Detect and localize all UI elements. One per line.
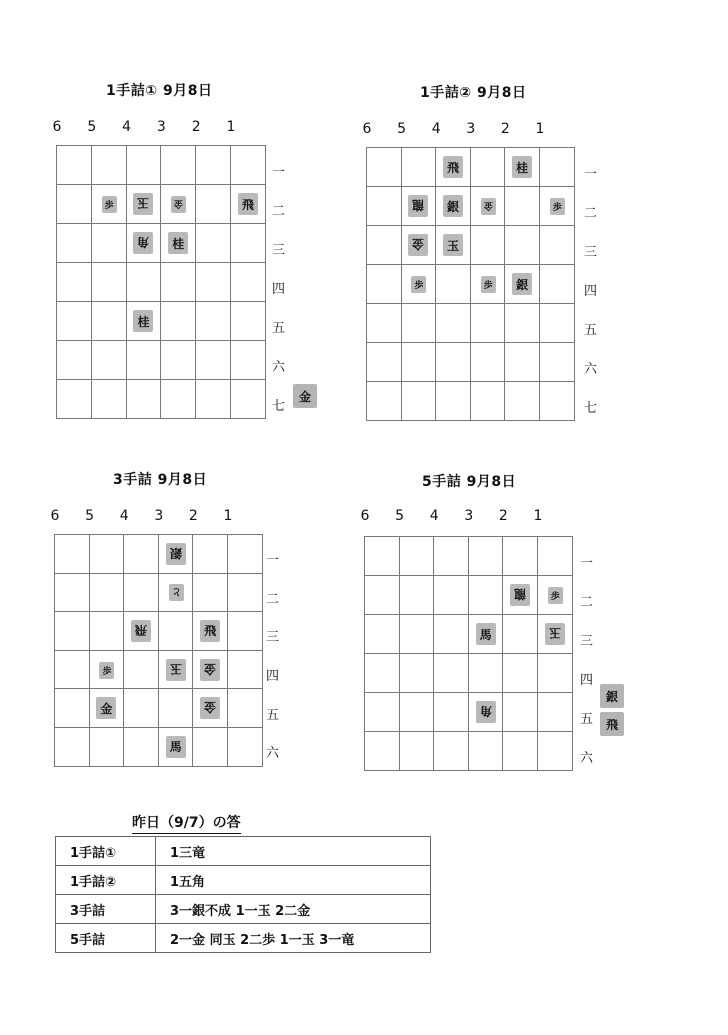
- column-label: 4: [122, 119, 132, 135]
- board-square: [469, 615, 504, 654]
- board-square: [231, 263, 266, 302]
- column-label: 2: [498, 508, 508, 524]
- board-square: [228, 689, 263, 728]
- shogi-piece: 玉: [545, 623, 565, 645]
- row-label: 一: [580, 555, 594, 571]
- column-label: 5: [85, 508, 95, 524]
- row-label: 七: [272, 398, 286, 414]
- shogi-board: [54, 534, 263, 767]
- column-labels: [52, 119, 265, 139]
- shogi-piece: 歩: [411, 276, 426, 293]
- board-square: [367, 382, 402, 421]
- answer-puzzle-name: 3手詰: [56, 895, 156, 924]
- board-square: [400, 654, 435, 693]
- board-square: [503, 615, 538, 654]
- column-label: 1: [535, 121, 545, 137]
- board-square: [159, 689, 194, 728]
- board-square: [400, 615, 435, 654]
- board-square: [402, 226, 437, 265]
- shogi-piece: 金: [171, 196, 186, 213]
- board-square: [92, 302, 127, 341]
- column-label: 4: [429, 508, 439, 524]
- column-label: 2: [191, 119, 201, 135]
- puzzle-title: 1手詰① 9月8日: [106, 83, 213, 99]
- column-label: 2: [188, 508, 198, 524]
- row-label: 一: [266, 553, 280, 569]
- row-label: 七: [584, 400, 598, 416]
- column-labels: [50, 508, 262, 528]
- row-label: 六: [584, 361, 598, 377]
- board-square: [469, 693, 504, 732]
- shogi-piece: 角: [476, 701, 496, 723]
- hand-piece: 銀: [600, 684, 624, 708]
- board-square: [436, 304, 471, 343]
- board-square: [469, 576, 504, 615]
- column-label: 5: [395, 508, 405, 524]
- board-square: [228, 535, 263, 574]
- board-square: [365, 654, 400, 693]
- board-square: [55, 612, 90, 651]
- column-label: 6: [362, 121, 372, 137]
- column-label: 3: [466, 121, 476, 137]
- board-square: [400, 537, 435, 576]
- answer-row: [56, 866, 431, 895]
- board-square: [124, 612, 159, 651]
- board-square: [127, 341, 162, 380]
- column-label: 1: [533, 508, 543, 524]
- board-square: [55, 535, 90, 574]
- answer-row: [56, 924, 431, 953]
- board-square: [367, 304, 402, 343]
- board-square: [127, 185, 162, 224]
- column-labels: [362, 121, 574, 141]
- row-label: 六: [272, 359, 286, 375]
- board-square: [228, 651, 263, 690]
- column-label: 1: [226, 119, 236, 135]
- row-label: 四: [584, 283, 598, 299]
- column-label: 3: [464, 508, 474, 524]
- board-square: [469, 654, 504, 693]
- board-square: [231, 185, 266, 224]
- board-square: [365, 615, 400, 654]
- board-square: [55, 574, 90, 613]
- row-label: 二: [272, 203, 286, 219]
- board-square: [538, 615, 573, 654]
- board-square: [57, 263, 92, 302]
- board-square: [90, 535, 125, 574]
- shogi-piece: 銀: [512, 273, 532, 295]
- board-square: [92, 263, 127, 302]
- board-square: [365, 693, 400, 732]
- board-square: [540, 304, 575, 343]
- column-label: 3: [154, 508, 164, 524]
- board-square: [57, 224, 92, 263]
- board-square: [503, 732, 538, 771]
- board-square: [367, 343, 402, 382]
- shogi-piece: 歩: [550, 198, 565, 215]
- board-square: [503, 576, 538, 615]
- column-label: 4: [431, 121, 441, 137]
- board-square: [436, 226, 471, 265]
- board-square: [402, 382, 437, 421]
- board-square: [57, 380, 92, 419]
- row-label: 五: [272, 320, 286, 336]
- shogi-piece: 角: [133, 232, 153, 254]
- board-square: [503, 693, 538, 732]
- answer-row: [56, 895, 431, 924]
- row-label: 三: [272, 242, 286, 258]
- board-square: [469, 537, 504, 576]
- shogi-piece: 桂: [133, 310, 153, 332]
- shogi-board: [364, 536, 573, 771]
- column-label: 4: [119, 508, 129, 524]
- board-square: [367, 187, 402, 226]
- board-square: [57, 185, 92, 224]
- answers-table: [55, 836, 431, 953]
- board-square: [193, 728, 228, 767]
- board-square: [538, 576, 573, 615]
- board-square: [92, 224, 127, 263]
- board-square: [92, 341, 127, 380]
- shogi-piece: 銀: [443, 195, 463, 217]
- board-square: [434, 615, 469, 654]
- board-square: [540, 226, 575, 265]
- board-square: [196, 146, 231, 185]
- board-square: [505, 382, 540, 421]
- shogi-piece: 金: [481, 198, 496, 215]
- row-label: 一: [272, 164, 286, 180]
- board-square: [434, 693, 469, 732]
- row-label: 五: [580, 711, 594, 727]
- board-square: [540, 187, 575, 226]
- board-square: [231, 224, 266, 263]
- board-square: [540, 148, 575, 187]
- board-square: [471, 187, 506, 226]
- board-square: [196, 380, 231, 419]
- row-label: 二: [266, 591, 280, 607]
- board-square: [90, 574, 125, 613]
- column-label: 6: [52, 119, 62, 135]
- board-square: [124, 574, 159, 613]
- board-square: [434, 732, 469, 771]
- board-square: [90, 651, 125, 690]
- board-square: [505, 304, 540, 343]
- board-square: [124, 689, 159, 728]
- row-label: 三: [584, 244, 598, 260]
- shogi-piece: 金: [200, 697, 220, 719]
- board-square: [365, 537, 400, 576]
- hand-piece: 飛: [600, 712, 624, 736]
- row-label: 六: [580, 750, 594, 766]
- board-square: [196, 224, 231, 263]
- board-square: [365, 732, 400, 771]
- board-square: [538, 732, 573, 771]
- board-square: [505, 343, 540, 382]
- board-square: [228, 612, 263, 651]
- shogi-piece: 歩: [548, 587, 563, 604]
- puzzle-title: 1手詰② 9月8日: [420, 85, 527, 101]
- board-square: [161, 263, 196, 302]
- answer-moves: 2一金 同玉 2二歩 1一玉 3一竜: [156, 924, 431, 953]
- board-square: [538, 654, 573, 693]
- shogi-board: [366, 147, 575, 421]
- board-square: [161, 146, 196, 185]
- row-label: 二: [580, 594, 594, 610]
- board-square: [538, 537, 573, 576]
- board-square: [503, 537, 538, 576]
- column-label: 1: [223, 508, 233, 524]
- row-label: 三: [266, 630, 280, 646]
- board-square: [159, 651, 194, 690]
- board-square: [127, 302, 162, 341]
- shogi-piece: 歩: [102, 196, 117, 213]
- puzzle-title: 5手詰 9月8日: [422, 474, 517, 490]
- board-square: [57, 146, 92, 185]
- board-square: [55, 651, 90, 690]
- row-label: 四: [580, 672, 594, 688]
- board-square: [402, 265, 437, 304]
- board-square: [92, 380, 127, 419]
- shogi-piece: 玉: [133, 193, 153, 215]
- board-square: [90, 728, 125, 767]
- board-square: [228, 728, 263, 767]
- board-square: [161, 224, 196, 263]
- row-label: 一: [584, 166, 598, 182]
- board-square: [57, 341, 92, 380]
- row-label: 五: [266, 707, 280, 723]
- shogi-piece: 玉: [443, 234, 463, 256]
- column-label: 2: [500, 121, 510, 137]
- board-square: [161, 302, 196, 341]
- board-square: [124, 651, 159, 690]
- board-square: [400, 693, 435, 732]
- board-square: [127, 146, 162, 185]
- row-label: 四: [266, 669, 280, 685]
- board-square: [436, 382, 471, 421]
- board-square: [505, 187, 540, 226]
- board-square: [436, 265, 471, 304]
- board-square: [124, 728, 159, 767]
- shogi-piece: 歩: [99, 662, 114, 679]
- board-square: [193, 612, 228, 651]
- board-square: [469, 732, 504, 771]
- board-square: [471, 148, 506, 187]
- board-square: [471, 226, 506, 265]
- answer-moves: 1三竜: [156, 837, 431, 866]
- board-square: [90, 689, 125, 728]
- board-square: [402, 187, 437, 226]
- shogi-piece: 飛: [238, 193, 258, 215]
- board-square: [193, 689, 228, 728]
- board-square: [540, 343, 575, 382]
- shogi-piece: 金: [408, 234, 428, 256]
- board-square: [434, 576, 469, 615]
- board-square: [471, 304, 506, 343]
- row-label: 四: [272, 281, 286, 297]
- board-square: [196, 263, 231, 302]
- pieces-in-hand: [600, 684, 624, 736]
- board-square: [400, 576, 435, 615]
- board-square: [505, 226, 540, 265]
- board-square: [503, 654, 538, 693]
- board-square: [402, 304, 437, 343]
- board-square: [367, 265, 402, 304]
- board-square: [90, 612, 125, 651]
- board-square: [196, 341, 231, 380]
- answer-puzzle-name: 1手詰②: [56, 866, 156, 895]
- shogi-piece: と: [169, 584, 184, 601]
- board-square: [159, 612, 194, 651]
- shogi-piece: 玉: [166, 659, 186, 681]
- board-square: [196, 302, 231, 341]
- board-square: [92, 146, 127, 185]
- board-square: [231, 146, 266, 185]
- board-square: [161, 185, 196, 224]
- puzzle-title: 3手詰 9月8日: [113, 472, 208, 488]
- column-label: 5: [397, 121, 407, 137]
- row-label: 五: [584, 322, 598, 338]
- board-square: [231, 341, 266, 380]
- board-square: [471, 343, 506, 382]
- row-label: 六: [266, 746, 280, 762]
- board-square: [540, 265, 575, 304]
- board-square: [538, 693, 573, 732]
- shogi-board: [56, 145, 266, 419]
- shogi-piece: 銀: [166, 543, 186, 565]
- board-square: [505, 148, 540, 187]
- shogi-piece: 金: [96, 697, 116, 719]
- answers-title: 昨日（9/7）の答: [132, 812, 241, 834]
- column-label: 6: [50, 508, 60, 524]
- board-square: [436, 148, 471, 187]
- answer-puzzle-name: 5手詰: [56, 924, 156, 953]
- board-square: [193, 535, 228, 574]
- shogi-piece: 金: [200, 659, 220, 681]
- board-square: [57, 302, 92, 341]
- board-square: [196, 185, 231, 224]
- board-square: [436, 187, 471, 226]
- hand-piece: 金: [293, 384, 317, 408]
- board-square: [231, 302, 266, 341]
- board-square: [402, 148, 437, 187]
- board-square: [193, 574, 228, 613]
- board-square: [127, 224, 162, 263]
- row-label: 三: [580, 633, 594, 649]
- board-square: [365, 576, 400, 615]
- board-square: [159, 728, 194, 767]
- board-square: [471, 265, 506, 304]
- column-label: 5: [87, 119, 97, 135]
- shogi-piece: 馬: [166, 736, 186, 758]
- shogi-piece: 龍: [408, 195, 428, 217]
- board-square: [231, 380, 266, 419]
- board-square: [434, 654, 469, 693]
- board-square: [193, 651, 228, 690]
- column-label: 3: [156, 119, 166, 135]
- row-label: 二: [584, 205, 598, 221]
- board-square: [55, 689, 90, 728]
- board-square: [161, 380, 196, 419]
- board-square: [92, 185, 127, 224]
- shogi-piece: 飛: [131, 620, 151, 642]
- answer-puzzle-name: 1手詰①: [56, 837, 156, 866]
- answer-row: [56, 837, 431, 866]
- shogi-piece: 桂: [512, 156, 532, 178]
- board-square: [127, 380, 162, 419]
- board-square: [159, 574, 194, 613]
- column-labels: [360, 508, 572, 528]
- board-square: [55, 728, 90, 767]
- answer-moves: 3一銀不成 1一玉 2二金: [156, 895, 431, 924]
- board-square: [228, 574, 263, 613]
- board-square: [124, 535, 159, 574]
- shogi-piece: 桂: [168, 232, 188, 254]
- pieces-in-hand: [293, 384, 317, 408]
- board-square: [471, 382, 506, 421]
- shogi-piece: 飛: [200, 620, 220, 642]
- board-square: [367, 226, 402, 265]
- board-square: [505, 265, 540, 304]
- board-square: [540, 382, 575, 421]
- shogi-piece: 龍: [510, 584, 530, 606]
- board-square: [367, 148, 402, 187]
- board-square: [159, 535, 194, 574]
- shogi-piece: 馬: [476, 623, 496, 645]
- board-square: [127, 263, 162, 302]
- board-square: [434, 537, 469, 576]
- board-square: [161, 341, 196, 380]
- board-square: [436, 343, 471, 382]
- column-label: 6: [360, 508, 370, 524]
- shogi-piece: 飛: [443, 156, 463, 178]
- board-square: [402, 343, 437, 382]
- board-square: [400, 732, 435, 771]
- answer-moves: 1五角: [156, 866, 431, 895]
- shogi-piece: 歩: [481, 276, 496, 293]
